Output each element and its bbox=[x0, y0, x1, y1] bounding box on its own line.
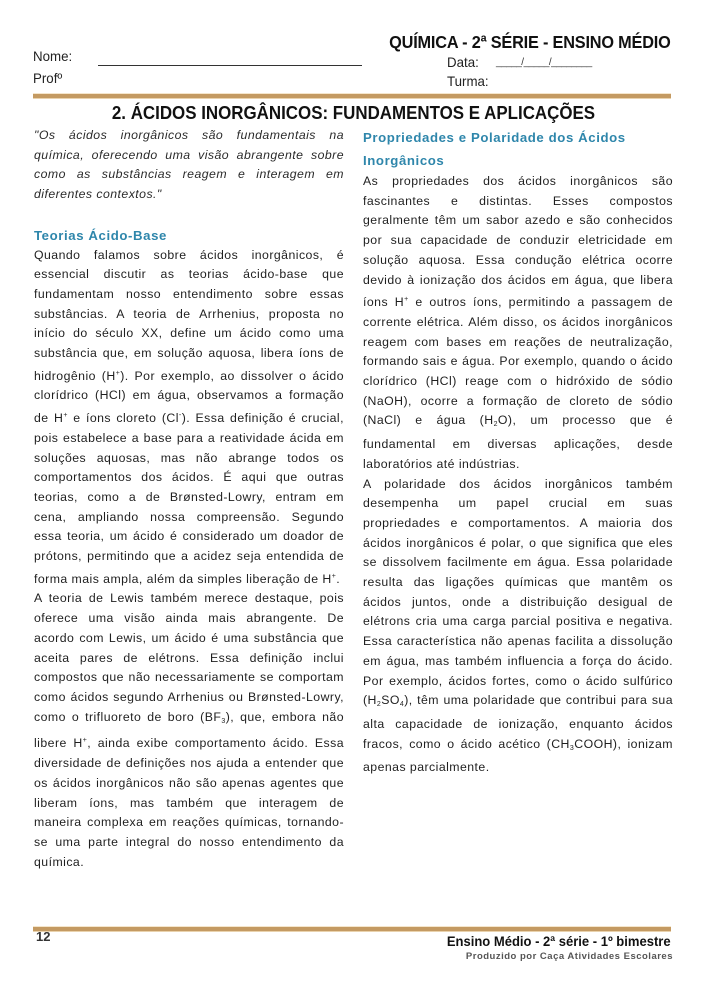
nome-fill-line[interactable] bbox=[98, 65, 362, 66]
subject-title: QUÍMICA - 2ª SÉRIE - ENSINO MÉDIO bbox=[389, 32, 671, 52]
section-heading-teorias: Teorias Ácido-Base bbox=[34, 227, 167, 243]
page-title: 2. ÁCIDOS INORGÂNICOS: FUNDAMENTOS E APLICAÇÕES bbox=[111, 103, 596, 123]
paragraph-teorias-1: Quando falamos sobre ácidos inorgânicos, é essencial discutir as teorias ácido-base que fundamentam nosso entendimento sobre essas substâncias. A teoria de Arrhenius, proposta no início do século XX, define um ácido como uma substância que, em solução aquosa, libera íons de hidrogênio (H+). Por exemplo, ao dissolver o ácido clorídrico (HCl) em água, observamos a formação de H+ e íons cloreto (Cl-). Essa definição é crucial, pois estabelece a base para a reatividade ácida em soluções aquosas, mas não abrange todos os comportamentos dos ácidos. É aqui que outras teorias, como a de Brønsted-Lowry, entram em cena, ampliando nossa compreensão. Segundo essa teoria, um ácido é considerado um doador de prótons, permitindo que a acidez seja entendida de forma mais ampla, além da simples liberação de H+. bbox=[34, 247, 344, 586]
paragraph-propriedades-2: A polaridade dos ácidos inorgânicos também desempenha um papel crucial em suas propriedades e comportamentos. A maioria dos ácidos inorgânicos é polar, o que significa que eles se dissolvem facilmente em água. Essa polaridade resulta das ligações químicas que mantêm os ácidos juntos, onde a distribuição desigual de elétrons cria uma carga parcial positiva e negativa. Essa característica não apenas facilita a dissolução em água, mas também influencia a força do ácido. Por exemplo, ácidos fortes, como o ácido sulfúrico $(H_2SO_4)$, têm uma polaridade que contribui para sua alta capacidade de ionização, enquanto ácidos fracos, como o ácido acético $(CH_3COOH)$, ionizam apenas parcialmente. bbox=[363, 476, 673, 775]
right-column bbox=[363, 126, 673, 778]
section-heading-propriedades: Propriedades e Polaridade dos Ácidos Inorgânicos bbox=[363, 130, 626, 168]
nome-label: Nome: bbox=[33, 48, 73, 64]
header-divider bbox=[33, 94, 671, 98]
footer-divider bbox=[33, 927, 671, 931]
footer-main-text: Ensino Médio - 2ª série - 1º bimestre bbox=[447, 933, 671, 949]
footer-credit: Produzido por Caça Atividades Escolares bbox=[465, 951, 673, 962]
prof-label: Profº bbox=[33, 70, 63, 86]
page-number: 12 bbox=[36, 929, 51, 944]
data-label: Data: bbox=[447, 54, 479, 70]
left-column bbox=[34, 126, 344, 872]
paragraph-teorias-2: A teoria de Lewis também merece destaque, pois oferece uma visão ainda mais abrangente. De acordo com Lewis, um ácido é uma substância que aceita pares de elétrons. Essa definição inclui compostos que não necessariamente se comportam como ácidos segundo Arrhenius ou Brønsted-Lowry, como o trifluoreto de boro $(BF_3)$, que, embora não libere H+, ainda exibe comportamento ácido. Essa diversidade de definições nos ajuda a entender que os ácidos inorgânicos não são apenas agentes que liberam íons, mas também que interagem de maneira complexa em reações químicas, tornando-se uma parte integral do nosso entendimento da química. bbox=[34, 591, 344, 869]
intro-quote: "Os ácidos inorgânicos são fundamentais na química, oferecendo uma visão abrangente sobre como as substâncias reagem e interagem em diferentes contextos." bbox=[34, 128, 344, 202]
paragraph-propriedades-1: As propriedades dos ácidos inorgânicos são fascinantes e distintas. Esses compostos geralmente têm um sabor azedo e são conhecidos por sua capacidade de conduzir eletricidade em solução aquosa. Essa condução elétrica ocorre devido à ionização dos ácidos em água, que libera íons H+ e outros íons, permitindo a passagem de corrente elétrica. Além disso, os ácidos inorgânicos reagem com bases em reações de neutralização, formando sais e água. Por exemplo, quando o ácido clorídrico (HCl) reage com o hidróxido de sódio (NaOH), ocorre a formação de cloreto de sódio (NaCl) e água $(H_2O)$, um processo que é fundamental em diversas aplicações, desde laboratórios até indústrias. bbox=[363, 174, 673, 471]
data-blanks[interactable]: _____/_____/________ bbox=[496, 57, 592, 68]
turma-label: Turma: bbox=[447, 73, 489, 89]
